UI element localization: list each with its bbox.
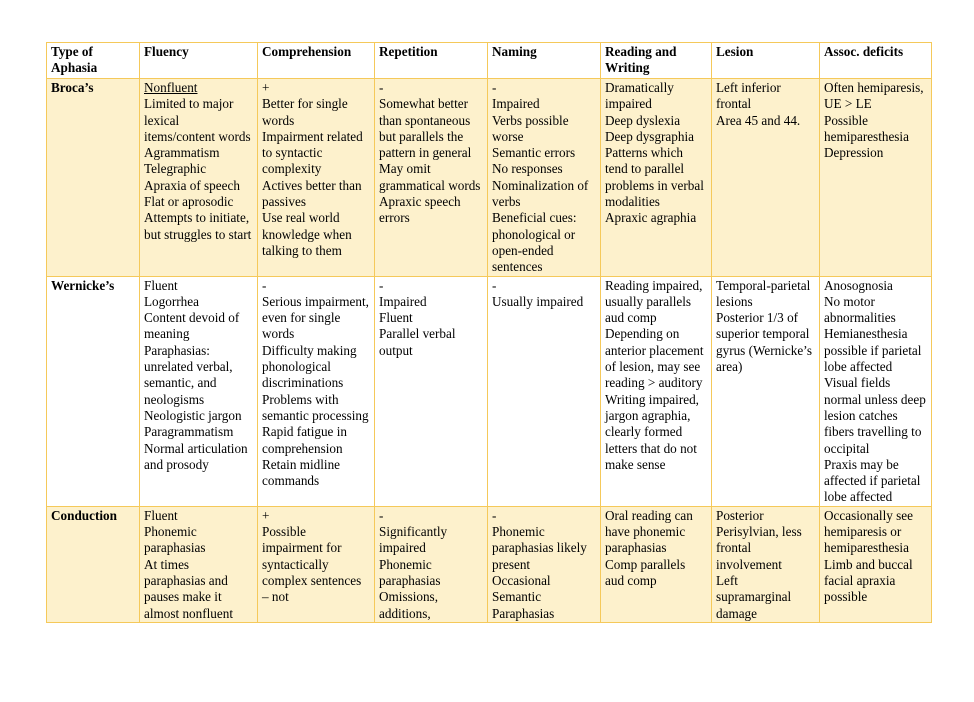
cell-comprehension [258,276,375,506]
col-header-fluency: Fluency [140,43,258,79]
cell-line: Temporal-parietal lesions [716,277,811,309]
cell-line: - [492,80,497,95]
cell-line: Patterns which tend to parallel problems in verbal modalities [605,145,704,210]
cell-line: Actives better than passives [262,177,362,210]
cell-line: Occasionally see hemiparesis or hemiparesthesia [824,507,913,556]
cell-line: Visual fields normal unless deep lesion catches fibers travelling to occipital [824,375,926,456]
cell-line: Depending on anterior placement of lesion, may see reading > auditory [605,326,704,391]
cell-line: No motor abnormalities [824,293,896,326]
cell-line: Usually impaired [492,293,584,309]
cell-line: Serious impairment, even for single words [262,293,369,342]
cell-line: Impairment related to syntactic complexity [262,128,363,177]
cell-lesion [712,506,820,622]
cell-naming [488,276,601,506]
cell-line: Beneficial cues: phonological or open-ended sentences [492,210,577,275]
cell-line: No responses [492,161,563,177]
cell-line: Deep dysgraphia [605,128,694,144]
cell-line: Apraxic speech errors [379,194,461,226]
cell-line: Somewhat better than spontaneous but parallels the pattern in general [379,96,472,161]
cell-reading-writing [601,276,712,506]
cell-line: Often hemiparesis, [824,80,924,95]
cell-line: Semantic [492,589,542,605]
cell-line: Paragrammatism [144,424,234,440]
cell-line: Fluent [379,310,413,326]
cell-line: Semantic errors [492,145,576,161]
cell-line: Occasional [492,572,551,588]
cell-fluency [140,506,258,622]
cell-line: Phonemic paraphasias likely present [492,524,587,572]
col-header-repetition: Repetition [375,43,488,79]
cell-lesion [712,79,820,277]
cell-line: Impaired [379,293,427,309]
cell-line: Apraxia of speech [144,177,240,193]
cell-assoc-deficits [820,506,932,622]
col-header-assoc-deficits: Assoc. deficits [820,43,932,79]
cell-line: Comp parallels aud comp [605,556,686,588]
cell-reading-writing [601,79,712,277]
cell-line: May omit grammatical words [379,161,481,193]
cell-line: Oral reading can have phonemic paraphasias [605,507,693,556]
col-header-type: Type of Aphasia [47,43,140,79]
cell-fluency [140,79,258,277]
cell-naming [488,79,601,277]
cell-line: Hemianesthesia possible if parietal lobe affected [824,326,922,375]
col-header-lesion: Lesion [712,43,820,79]
cell-line: Possible impairment for syntactically complex sentences – not [262,524,362,605]
col-header-comprehension: Comprehension [258,43,375,79]
cell-line: Left inferior frontal [716,80,781,112]
cell-repetition [375,79,488,277]
cell-line: Agrammatism [144,145,220,161]
cell-line: - [262,277,267,293]
cell-fluency [140,276,258,506]
cell-line: + [262,507,270,523]
cell-line: Nonfluent [144,80,198,95]
cell-line: Content devoid of meaning [144,310,240,342]
cell-line: UE > LE [824,96,872,112]
cell-line: Problems with semantic processing [262,391,369,423]
cell-line: Use real world knowledge when talking to them [262,210,352,258]
cell-line: Verbs possible worse [492,112,569,144]
cell-lesion [712,276,820,506]
cell-line: Difficulty making phonological discriminations [262,342,357,391]
cell-line: Retain midline commands [262,456,341,489]
cell-line: Flat or aprosodic [144,194,234,210]
cell-line: - [379,80,384,95]
cell-line: Logorrhea [144,293,199,309]
cell-line: Neologistic jargon [144,407,242,423]
cell-line: - [492,277,497,293]
cell-line: - [379,507,384,523]
cell-line: Fluent [144,277,178,293]
cell-line: Significantly impaired [379,524,448,556]
cell-assoc-deficits [820,276,932,506]
cell-type: Broca’s [47,79,140,277]
cell-line: Nominalization of verbs [492,177,589,210]
cell-comprehension [258,506,375,622]
cell-repetition [375,506,488,622]
cell-line: Omissions, additions, [379,589,438,621]
cell-line: Praxis may be affected if parietal lobe affected [824,456,921,505]
table-row-wernicke [47,276,932,506]
cell-reading-writing [601,506,712,622]
cell-line: Reading impaired, usually parallels aud comp [605,277,703,326]
cell-line: Anosognosia [824,277,893,293]
cell-line: Deep dyslexia [605,112,681,128]
header-row [47,43,932,79]
table-row-broca [47,79,932,277]
cell-comprehension [258,79,375,277]
aphasia-table [46,42,932,623]
cell-line: Posterior Perisylvian, less frontal involvement [716,507,802,572]
cell-line: - [492,507,497,523]
cell-line: Possible hemiparesthesia [824,112,909,144]
cell-line: Attempts to initiate, but struggles to start [144,210,252,242]
cell-line: Rapid fatigue in comprehension [262,424,347,456]
cell-line: Fluent [144,507,178,523]
cell-line: At times paraphasias and pauses make it almost nonfluent [144,556,234,621]
cell-line: Dramatically impaired [605,80,674,112]
cell-repetition [375,276,488,506]
cell-line: Area 45 and 44. [716,112,801,128]
cell-line: Posterior 1/3 of superior temporal gyrus (Wernicke’s area) [716,310,812,375]
cell-line: Apraxic agraphia [605,210,697,226]
cell-assoc-deficits [820,79,932,277]
cell-line: Depression [824,145,884,161]
cell-naming [488,506,601,622]
cell-line: Impaired [492,96,540,112]
cell-line: Writing impaired, jargon agraphia, clearly formed letters that do not make sense [605,391,699,472]
cell-line: Telegraphic [144,161,207,177]
cell-line: Limited to major lexical items/content words [144,96,251,144]
cell-line: Normal articulation and prosody [144,440,248,472]
cell-line: - [379,277,384,293]
cell-line: Parallel verbal output [379,326,456,358]
cell-line: Phonemic paraphasias [144,524,206,556]
cell-line: Better for single words [262,96,348,128]
cell-type: Conduction [47,506,140,622]
cell-type: Wernicke’s [47,276,140,506]
table-row-conduction [47,506,932,622]
cell-line: Left supramarginal damage [716,572,792,621]
cell-line: Paraphasias [492,605,555,621]
cell-line: Limb and buccal facial apraxia possible [824,556,913,605]
cell-line: Phonemic paraphasias [379,556,441,588]
col-header-naming: Naming [488,43,601,79]
cell-line: + [262,80,270,95]
col-header-reading-writing: Reading and Writing [601,43,712,79]
cell-line: Paraphasias: unrelated verbal, semantic, and neologisms [144,342,233,407]
